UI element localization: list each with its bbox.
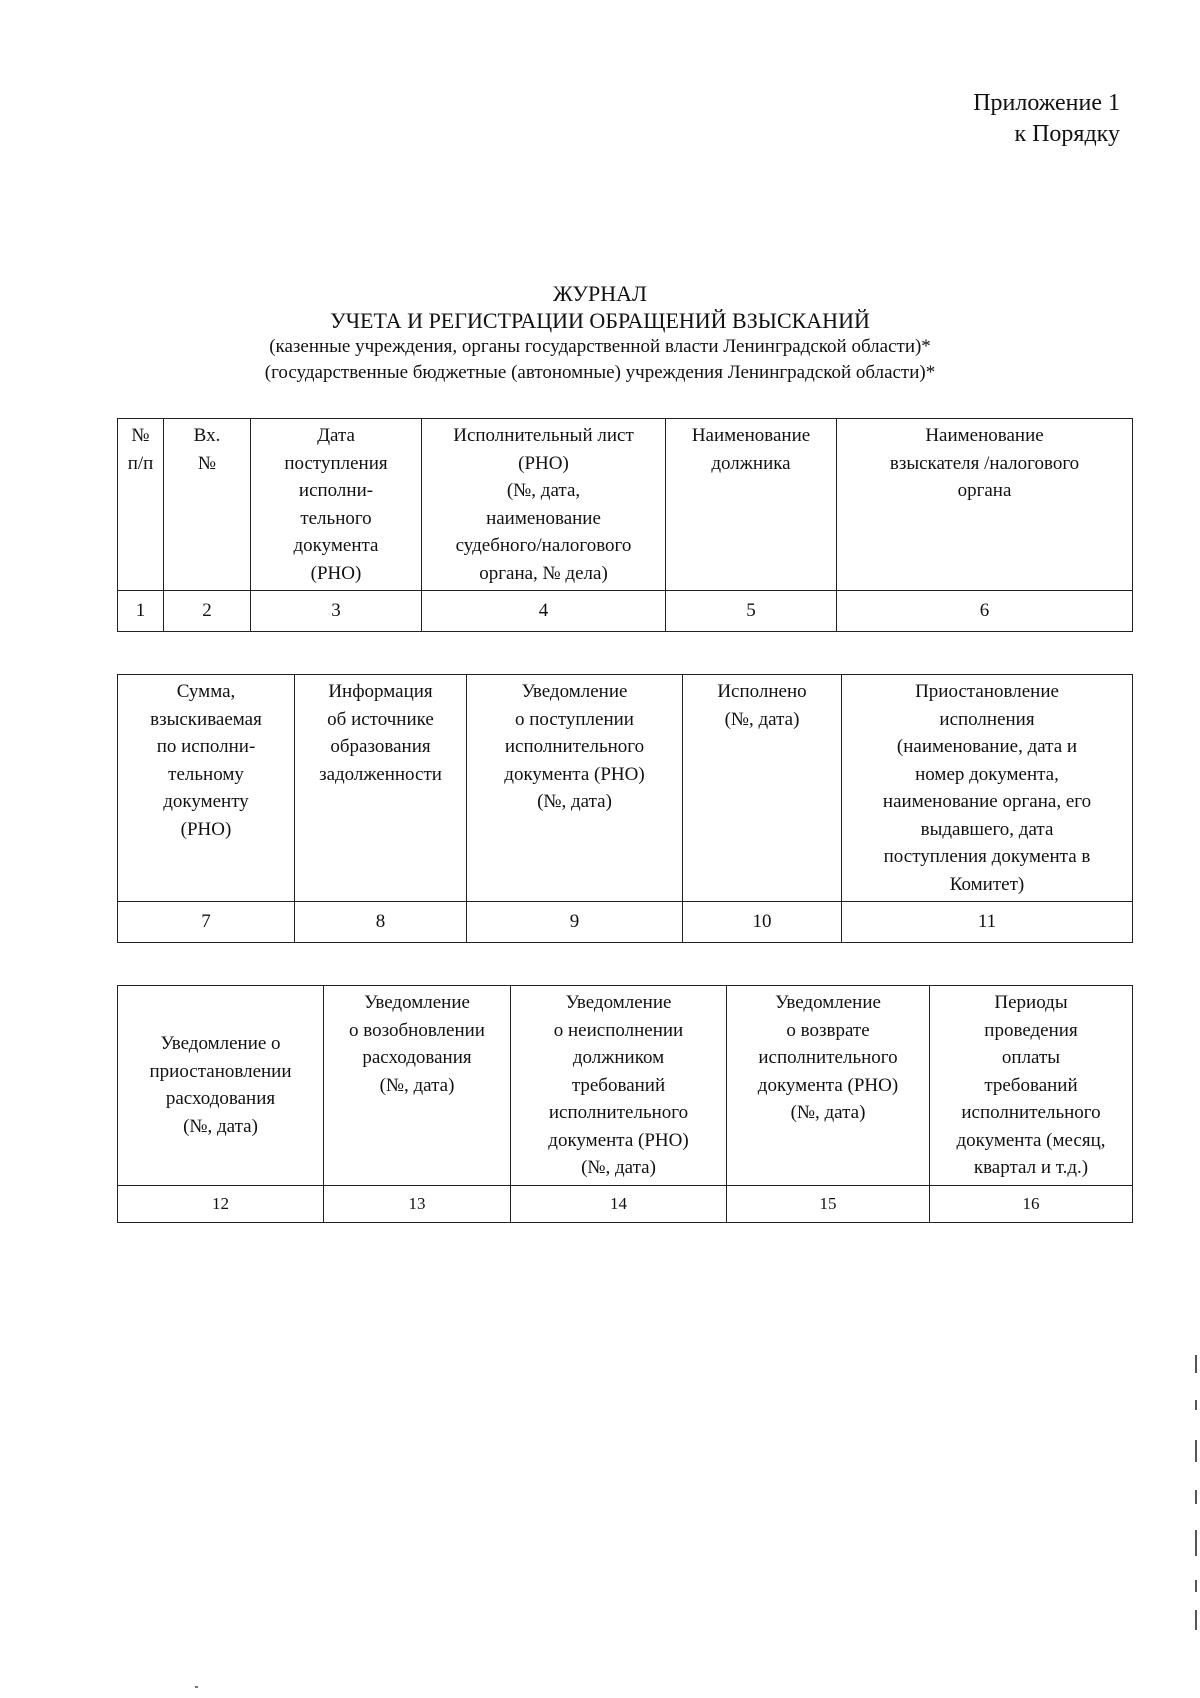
header-cell: Уведомление о приостановлении расходования (№, дата)	[118, 986, 324, 1186]
journal-table-1	[117, 418, 1133, 632]
column-number: 16	[930, 1185, 1133, 1222]
column-number: 9	[467, 902, 683, 943]
scan-artifact	[195, 1686, 198, 1688]
title-line-3: (казенные учреждения, органы государственной власти Ленинградской области)*	[269, 336, 931, 357]
column-number: 6	[837, 591, 1133, 632]
header-cell: Исполнено (№, дата)	[683, 675, 842, 902]
column-number: 1	[118, 591, 164, 632]
appendix-line-1: Приложение 1	[973, 90, 1120, 116]
scan-artifact	[1195, 1355, 1197, 1373]
table-header-row	[118, 986, 1133, 1186]
header-cell: Уведомление о возврате исполнительного документа (РНО) (№, дата)	[727, 986, 930, 1186]
table-header-row	[118, 419, 1133, 591]
header-cell: Наименование должника	[666, 419, 837, 591]
header-cell: Уведомление о поступлении исполнительного документа (РНО) (№, дата)	[467, 675, 683, 902]
scan-artifact	[1195, 1440, 1197, 1462]
table-header-row	[118, 675, 1133, 902]
appendix-line-2: к Порядку	[1014, 121, 1120, 147]
column-number: 2	[164, 591, 251, 632]
scan-artifact	[1195, 1530, 1197, 1556]
scan-artifact	[1195, 1490, 1197, 1504]
column-number: 10	[683, 902, 842, 943]
header-cell: Исполнительный лист (РНО) (№, дата, наименование судебного/налогового органа, № дела)	[422, 419, 666, 591]
journal-title	[0, 280, 1200, 386]
header-cell: Периоды проведения оплаты требований исполнительного документа (месяц, квартал и т.д.)	[930, 986, 1133, 1186]
column-number: 14	[511, 1185, 727, 1222]
header-cell: Дата поступления исполни- тельного документа (РНО)	[251, 419, 422, 591]
header-cell: Уведомление о неисполнении должником требований исполнительного документа (РНО) (№, дата)	[511, 986, 727, 1186]
column-number-row	[118, 902, 1133, 943]
column-number: 7	[118, 902, 295, 943]
appendix-header	[973, 88, 1120, 150]
column-number: 8	[295, 902, 467, 943]
journal-table-3	[117, 985, 1133, 1223]
header-cell: № п/п	[118, 419, 164, 591]
scan-artifact	[1195, 1400, 1197, 1410]
title-line-4: (государственные бюджетные (автономные) учреждения Ленинградской области)*	[264, 362, 936, 383]
column-number: 4	[422, 591, 666, 632]
header-cell: Информация об источнике образования задолженности	[295, 675, 467, 902]
column-number: 12	[118, 1185, 324, 1222]
title-line-2: УЧЕТА И РЕГИСТРАЦИИ ОБРАЩЕНИЙ ВЗЫСКАНИЙ	[330, 308, 870, 333]
header-cell: Вх. №	[164, 419, 251, 591]
scan-artifact	[1195, 1610, 1197, 1630]
scan-artifact	[1195, 1580, 1197, 1592]
column-number: 15	[727, 1185, 930, 1222]
header-cell: Сумма, взыскиваемая по исполни- тельному документу (РНО)	[118, 675, 295, 902]
header-cell: Уведомление о возобновлении расходования (№, дата)	[324, 986, 511, 1186]
column-number-row	[118, 1185, 1133, 1222]
column-number: 11	[842, 902, 1133, 943]
header-cell: Приостановление исполнения (наименование, дата и номер документа, наименование органа, его выдавшего, дата поступления документа в Комитет)	[842, 675, 1133, 902]
column-number: 13	[324, 1185, 511, 1222]
column-number: 5	[666, 591, 837, 632]
column-number: 3	[251, 591, 422, 632]
title-line-1: ЖУРНАЛ	[553, 281, 647, 306]
journal-table-2	[117, 674, 1133, 943]
header-cell: Наименование взыскателя /налогового органа	[837, 419, 1133, 591]
column-number-row	[118, 591, 1133, 632]
